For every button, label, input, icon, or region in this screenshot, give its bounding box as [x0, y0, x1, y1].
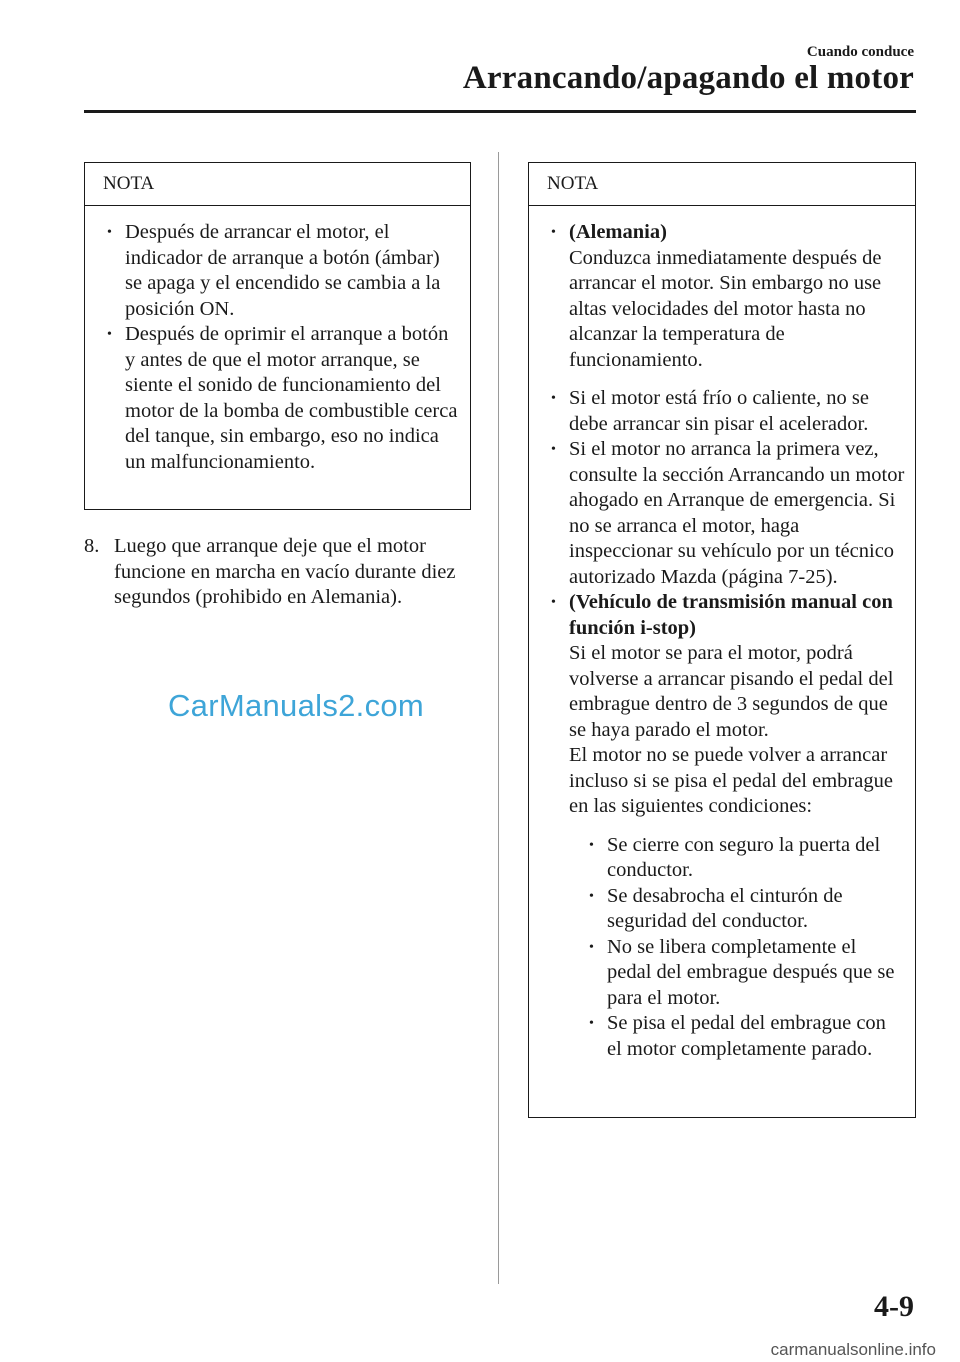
page-number: 4-9 [874, 1290, 914, 1323]
sub-bullet: • No se libera completamente el pedal del embrague después que se para el motor. [587, 935, 905, 1012]
sub-bullet-list [569, 833, 905, 1063]
nota-bullet [549, 220, 905, 373]
step-text: Luego que arranque deje que el motor funcione en marcha en vacío durante diez segundos (prohibido en Alemania). [114, 535, 456, 608]
footer-site-link[interactable]: carmanualsonline.info [770, 1340, 936, 1359]
sub-bullet: • Se cierre con seguro la puerta del conductor. [587, 833, 905, 884]
section-label: Cuando conduce [806, 44, 914, 60]
nota-heading: NOTA [85, 163, 470, 206]
bullet-text: El motor no se puede volver a arrancar incluso si se pisa el pedal del embrague en las siguientes condiciones: [569, 744, 893, 817]
nota-bullet: • Después de oprimir el arranque a botón y antes de que el motor arranque, se siente el sonido de funcionamiento del motor de la bomba de combustible cerca del tanque, sin embargo, eso no indica un malfuncionamiento. [105, 322, 460, 475]
watermark-logo: CarManuals2.com [168, 688, 425, 723]
bullet-text: Conduzca inmediatamente después de arrancar el motor. Sin embargo no use altas velocidades del motor hasta no alcanzar la temperatura de funcionamiento. [569, 246, 882, 371]
nota-body [529, 206, 915, 1074]
nota-body [85, 206, 470, 487]
column-divider [498, 152, 499, 1284]
nota-bullet: • Si el motor no arranca la primera vez, consulte la sección Arrancando un motor ahogado en Arranque de emergencia. Si no se arranca el motor, haga inspeccionar su vehículo por un técnico autorizado Mazda (página 7-25). [549, 437, 905, 590]
nota-bullet: • Si el motor está frío o caliente, no se debe arrancar sin pisar el acelerador. [549, 386, 905, 437]
step-number: 8. [84, 535, 100, 557]
header-rule [84, 110, 916, 113]
sub-bullet: • Se desabrocha el cinturón de seguridad del conductor. [587, 884, 905, 935]
bullet-title: • (Vehículo de transmisión manual con función i-stop) [569, 591, 893, 639]
nota-heading: NOTA [529, 163, 915, 206]
page-title: Arrancando/apagando el motor [462, 60, 914, 96]
nota-bullet [549, 590, 905, 1062]
bullet-title: • (Alemania) [569, 221, 667, 243]
bullet-text: Si el motor se para el motor, podrá volverse a arrancar pisando el pedal del embrague dentro de 3 segundos de que se haya parado el motor. [569, 642, 894, 741]
nota-box-right [528, 162, 916, 1118]
nota-box-left [84, 162, 471, 510]
step-8 [84, 534, 484, 611]
sub-bullet: • Se pisa el pedal del embrague con el motor completamente parado. [587, 1011, 905, 1062]
nota-bullet: • Después de arrancar el motor, el indicador de arranque a botón (ámbar) se apaga y el encendido se cambia a la posición ON. [105, 220, 460, 322]
